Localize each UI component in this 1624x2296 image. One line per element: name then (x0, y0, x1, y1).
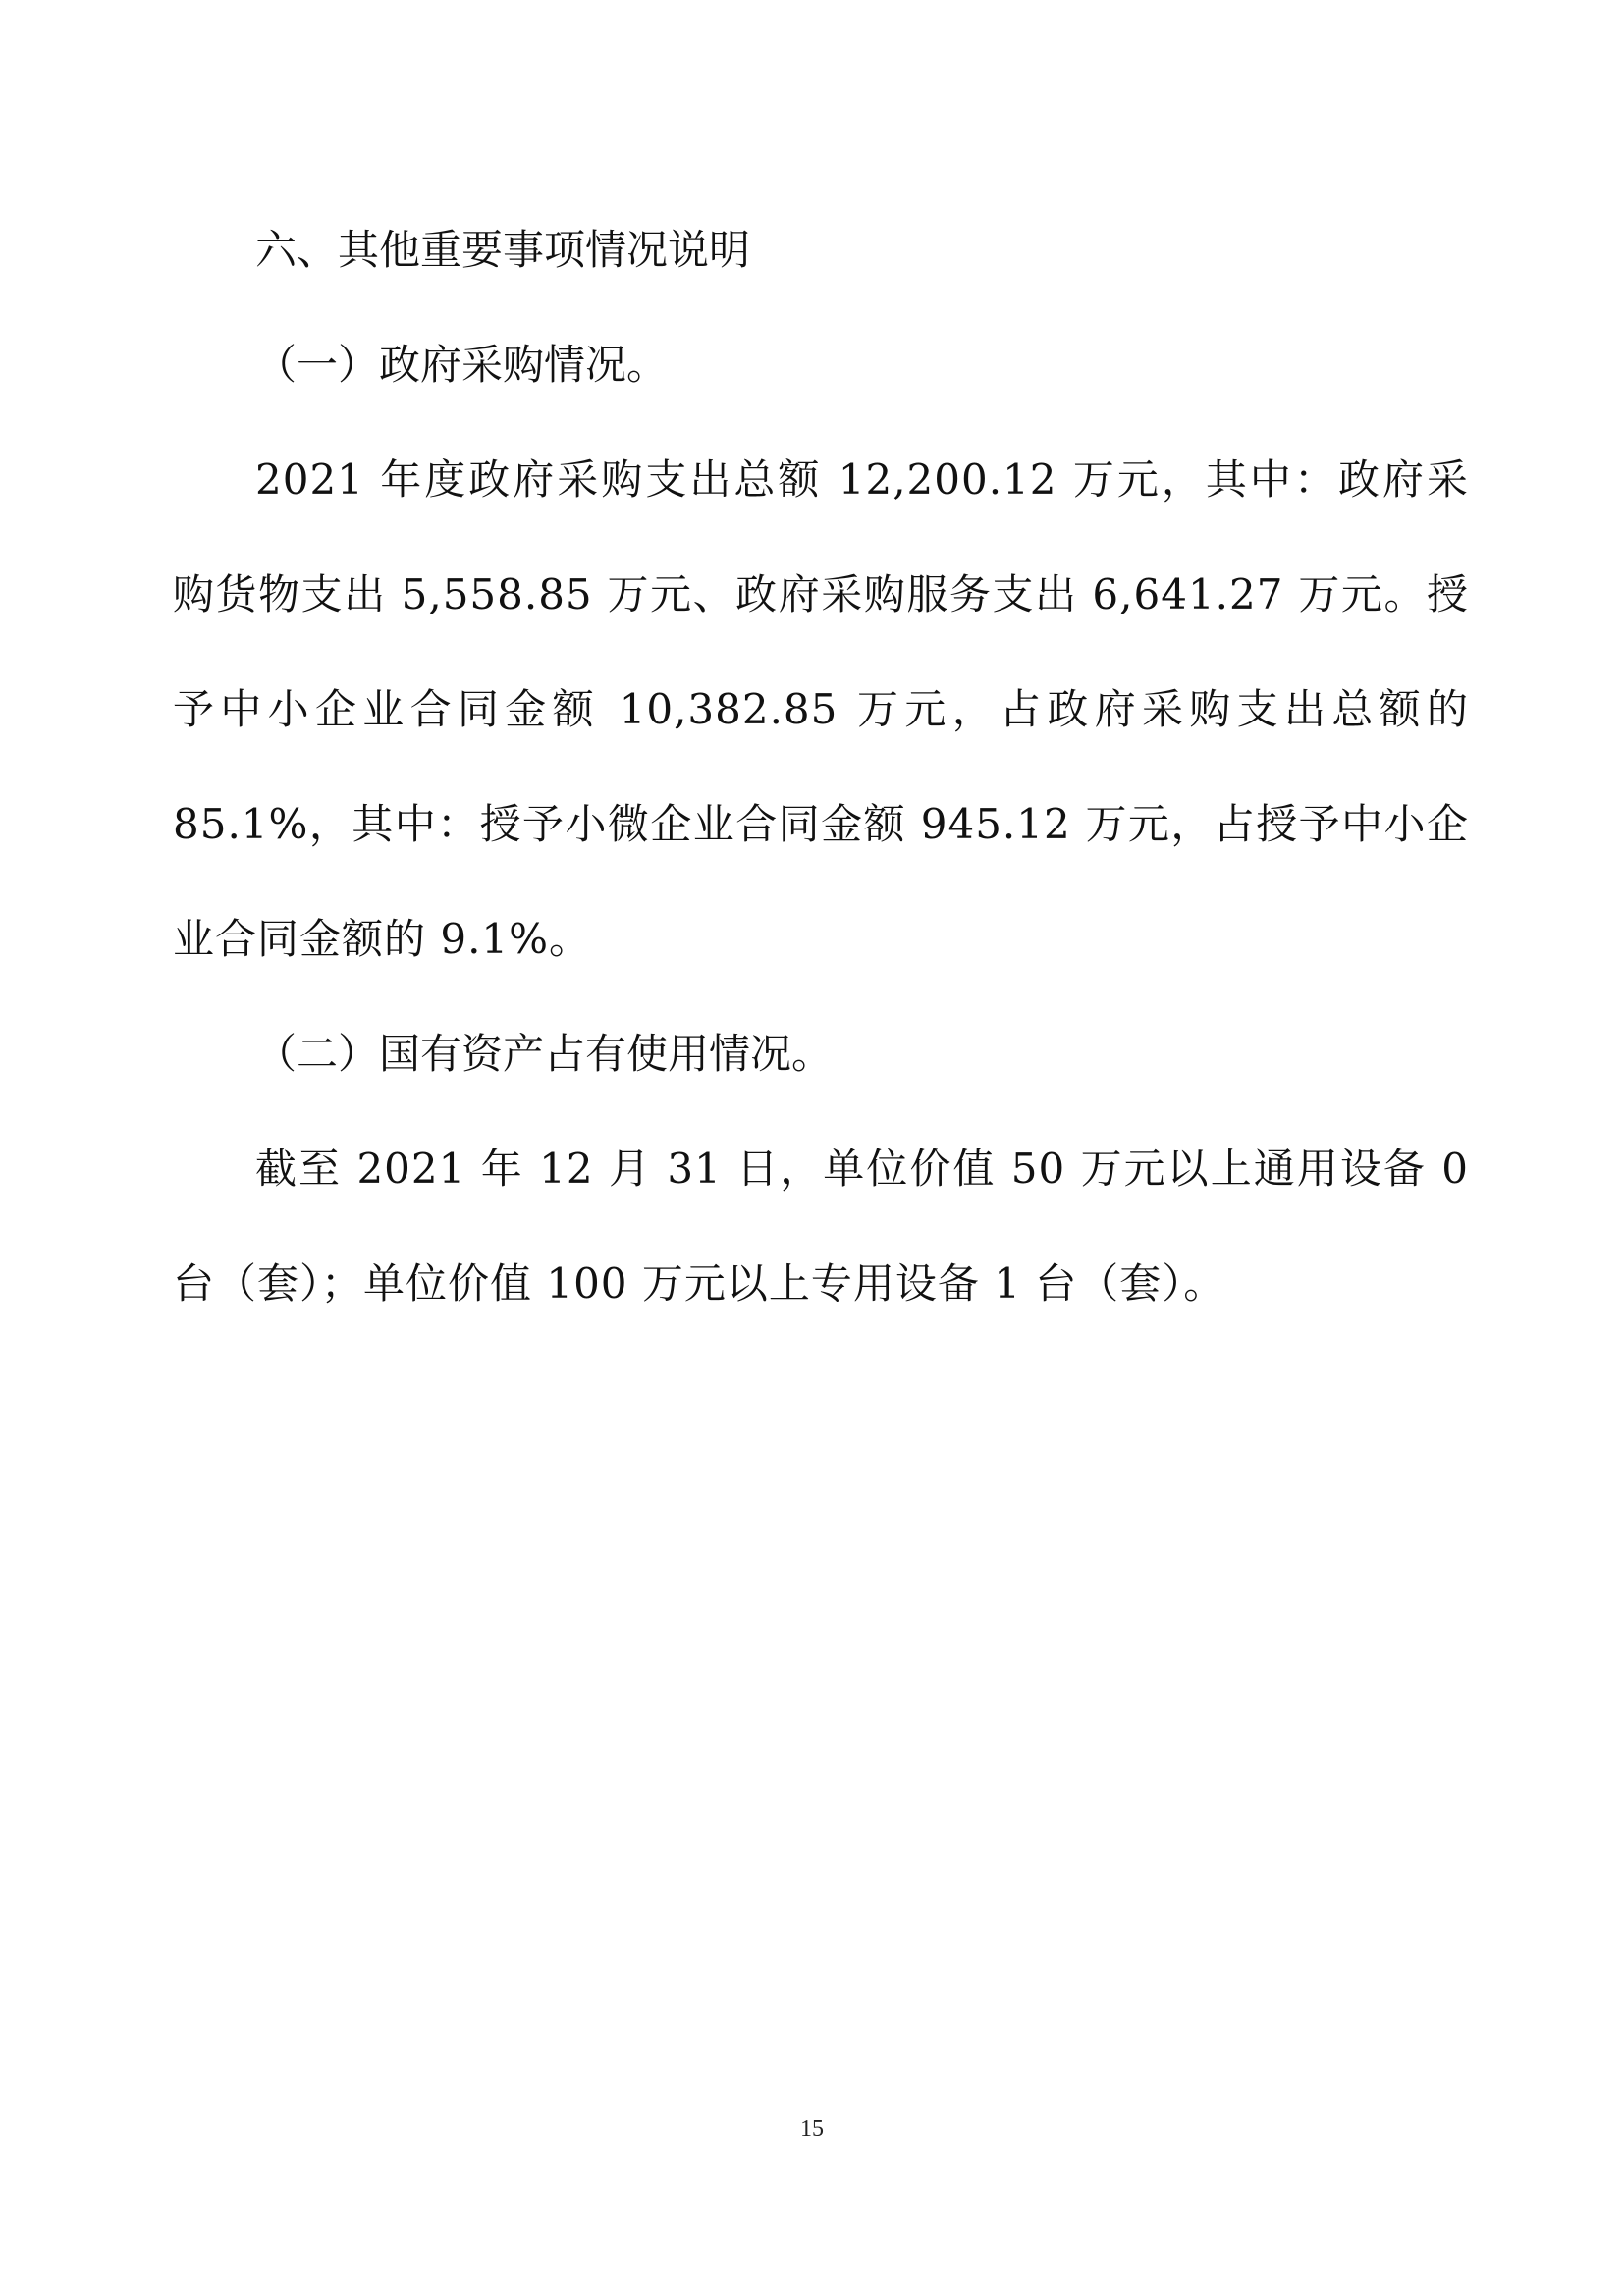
page-content (173, 192, 1469, 1341)
assets-subheading: （二）国有资产占有使用情况。 (255, 1030, 834, 1078)
page-number: 15 (800, 2116, 824, 2142)
procurement-subheading: （一）政府采购情况。 (255, 341, 669, 389)
procurement-paragraph: 2021 年度政府采购支出总额 12,200.12 万元，其中：政府采购货物支出 5,558.85 万元、政府采购服务支出 6,641.27 万元。授予中小企业合同金额 10,382.85 万元，占政府采购支出总额的 85.1%，其中：授予小微企业合同金额 945.12 万元，占授予中小企业合同金额的 9.1%。 (173, 455, 1469, 963)
section-heading: 六、其他重要事项情况说明 (255, 226, 751, 274)
assets-paragraph: 截至 2021 年 12 月 31 日，单位价值 50 万元以上通用设备 0 台（套）；单位价值 100 万元以上专用设备 1 台（套）。 (173, 1145, 1469, 1308)
